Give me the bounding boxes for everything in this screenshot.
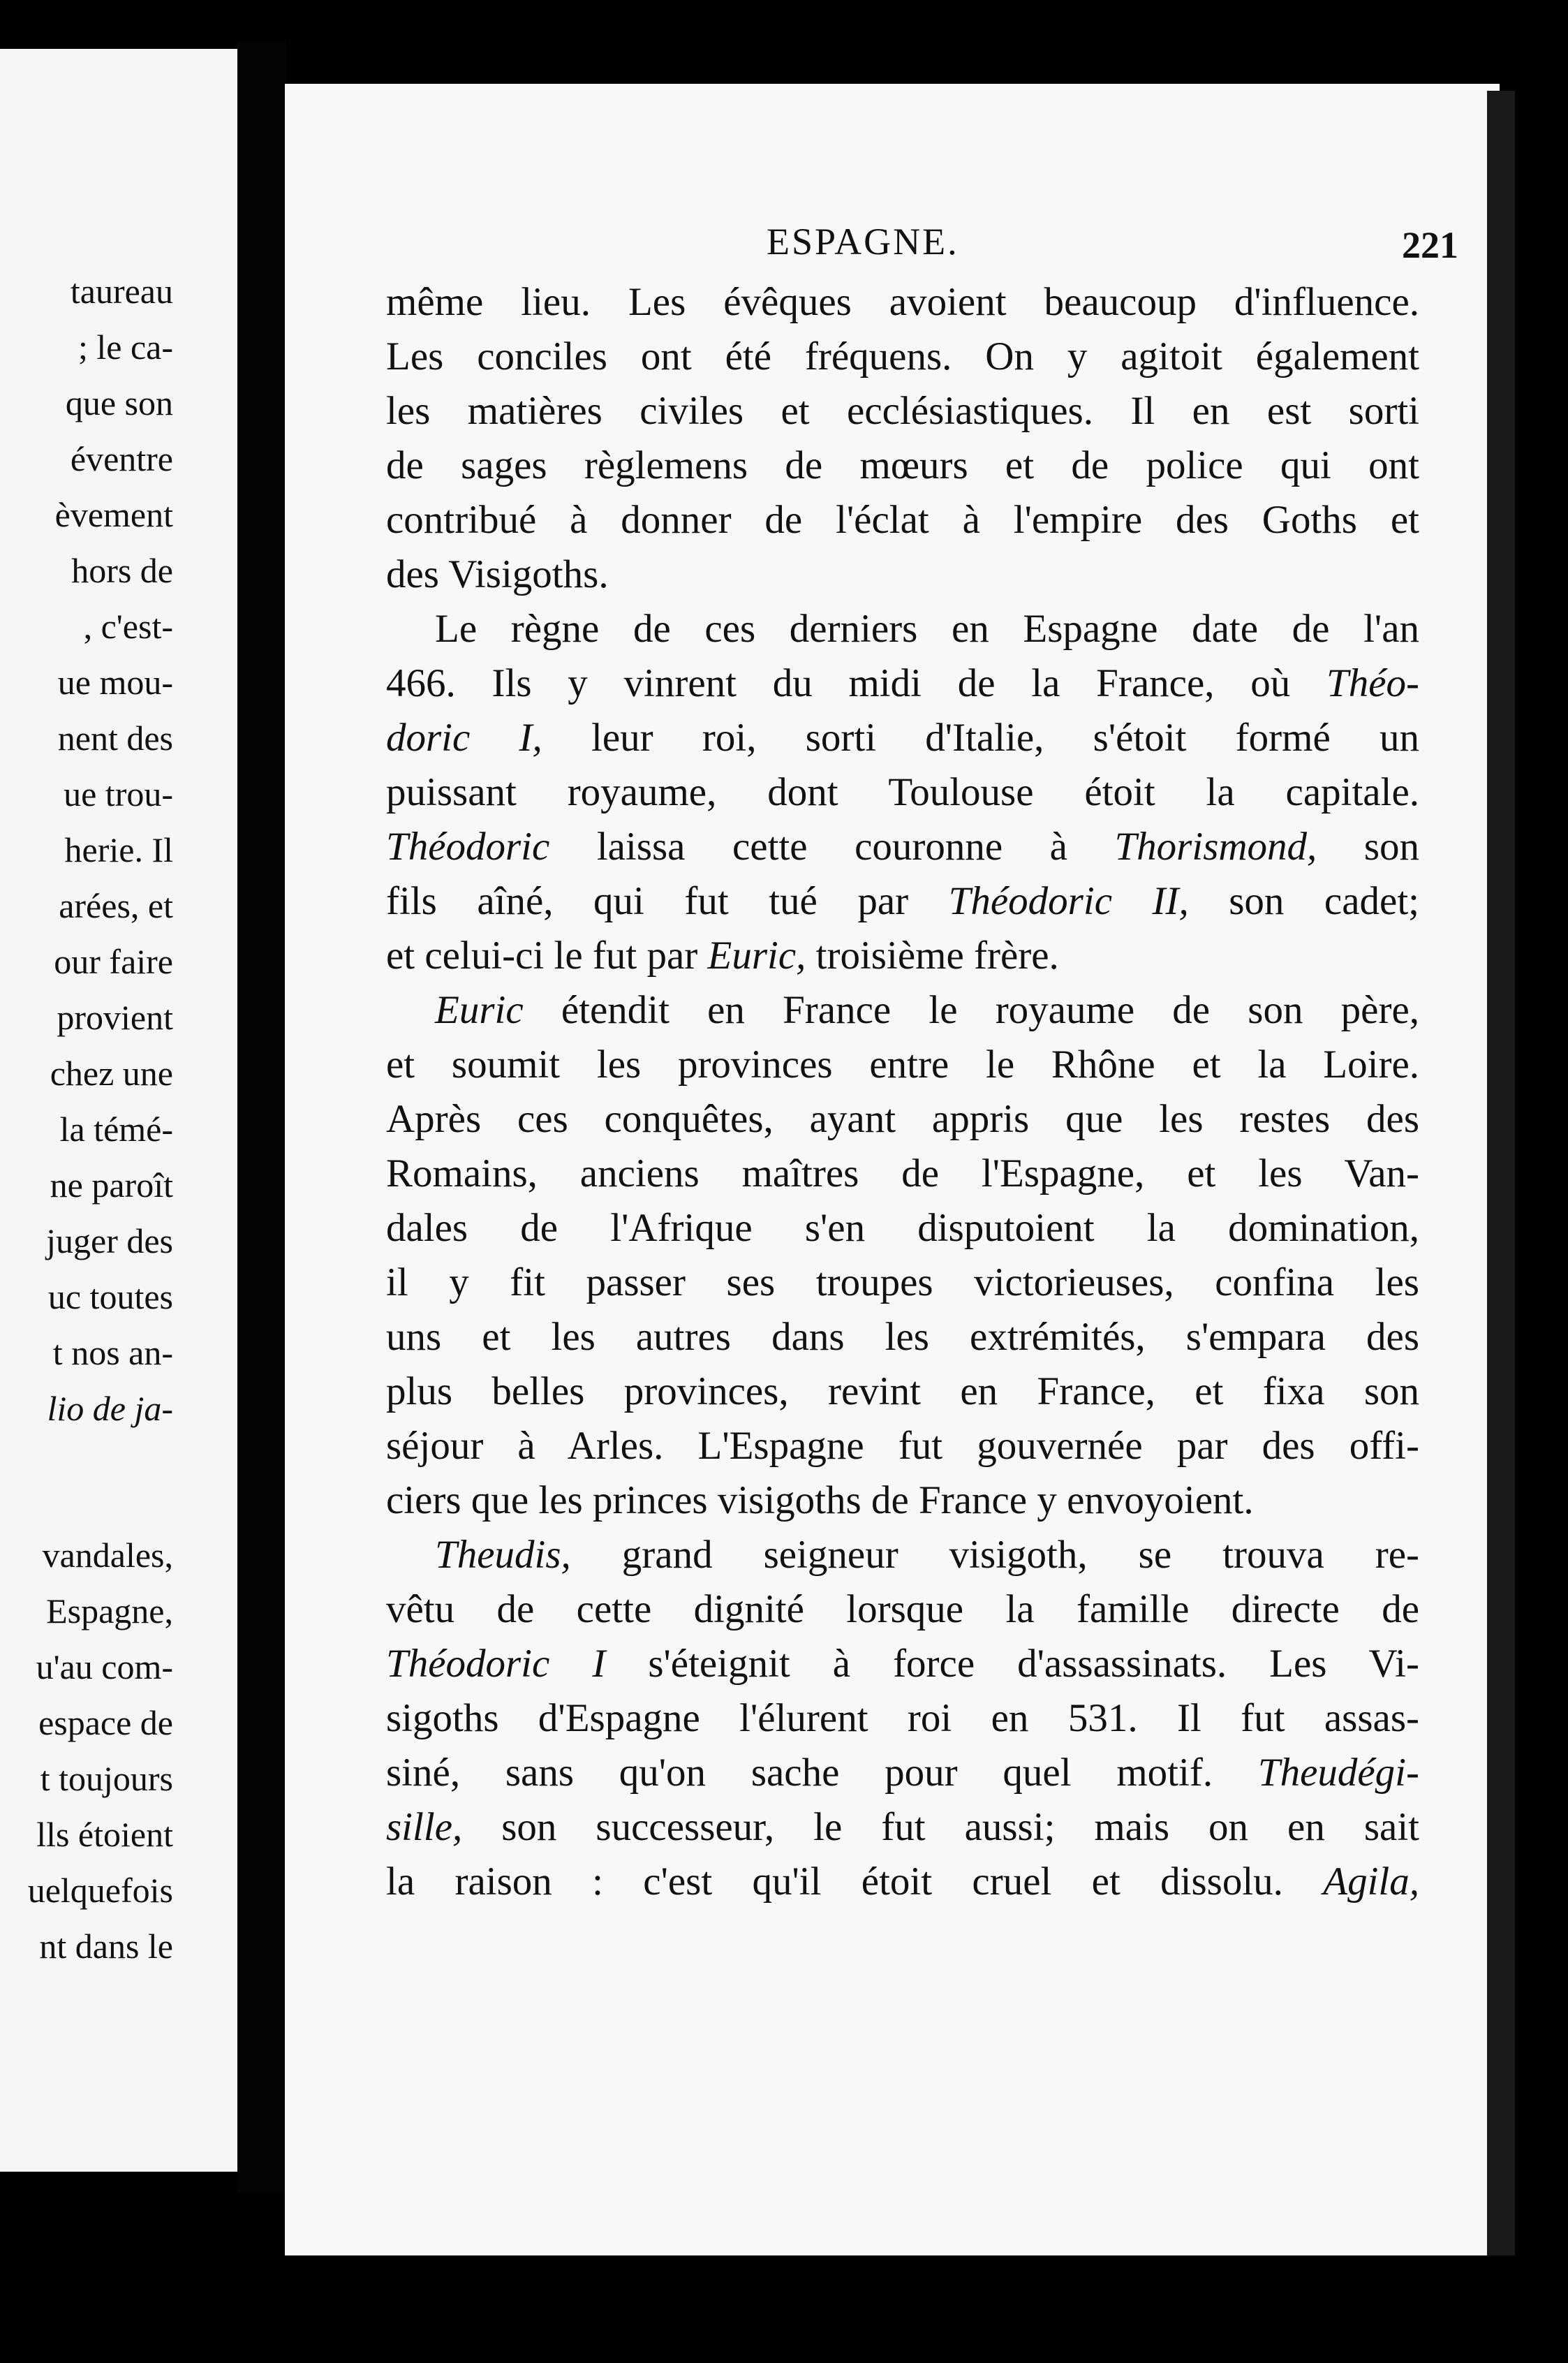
text-line	[386, 933, 1419, 987]
left-page-line: vandales,	[42, 1536, 173, 1575]
italic-name: Théo-	[1326, 661, 1420, 705]
left-page-line: , c'est-	[83, 607, 173, 646]
text-line: vêtu de cette dignité lorsque la famille directe de	[386, 1587, 1419, 1631]
text-segment: s'éteignit à force d'assassinats. Les Vi-	[648, 1642, 1419, 1686]
text-line: il y fit passer ses troupes victorieuses, confina les	[386, 1260, 1419, 1304]
left-page-line: provient	[57, 998, 173, 1037]
text-line	[386, 1641, 1419, 1695]
text-line: Après ces conquêtes, ayant appris que les restes des	[386, 1097, 1419, 1141]
text-segment: son cadet;	[1229, 879, 1419, 923]
text-line	[386, 1859, 1419, 1913]
italic-name: Théodoric	[386, 825, 550, 869]
text-segment: fils aîné, qui fut tué par	[386, 879, 909, 923]
left-page-line: herie. Il	[64, 830, 173, 869]
left-page-line: lio de ja-	[47, 1389, 173, 1428]
text-line: Le règne de ces derniers en Espagne date de l'an	[435, 607, 1419, 651]
text-line: de sages règlemens de mœurs et de police qui ont	[386, 443, 1419, 487]
page-edge	[1487, 91, 1515, 2255]
text-segment: leur roi, sorti d'Italie, s'étoit formé un	[591, 716, 1419, 760]
italic-name: Euric	[435, 988, 524, 1032]
text-segment: la raison : c'est qu'il étoit cruel et dissolu.	[386, 1860, 1283, 1904]
left-page-line: ue trou-	[64, 774, 173, 814]
left-page-line: our faire	[54, 942, 173, 981]
text-segment: étendit en France le royaume de son père,	[561, 988, 1419, 1032]
text-segment: 466. Ils y vinrent du midi de la France, où	[386, 661, 1291, 705]
text-line: dales de l'Afrique s'en disputoient la domination,	[386, 1206, 1419, 1250]
text-segment: et celui-ci le fut par	[386, 934, 698, 978]
text-line: des Visigoths.	[386, 552, 609, 596]
left-page-line: t nos an-	[52, 1333, 173, 1372]
left-page-line: la témé-	[59, 1110, 173, 1149]
right-page	[285, 84, 1500, 2255]
left-page-line: ue mou-	[57, 663, 173, 702]
text-segment: son successeur, le fut aussi; mais on en sait	[501, 1805, 1419, 1849]
text-line: ciers que les princes visigoths de France y envoyoient.	[386, 1478, 1254, 1522]
text-line: Les conciles ont été fréquens. On y agitoit également	[386, 334, 1419, 378]
text-segment: siné, sans qu'on sache pour quel motif.	[386, 1751, 1213, 1795]
text-line: contribué à donner de l'éclat à l'empire des Goths et	[386, 498, 1419, 542]
left-page-line: hors de	[71, 551, 173, 590]
left-page-line: t toujours	[40, 1759, 173, 1798]
text-line: et soumit les provinces entre le Rhône et la Loire.	[386, 1043, 1419, 1087]
italic-name: Euric,	[707, 934, 806, 978]
text-segment: troisième frère.	[815, 934, 1059, 978]
italic-name: doric I,	[386, 716, 542, 760]
scan-border	[0, 2255, 1568, 2363]
book-gutter	[237, 42, 286, 2193]
left-page-line: juger des	[46, 1221, 173, 1260]
text-line	[386, 824, 1419, 878]
italic-name: Théodoric II,	[948, 879, 1189, 923]
text-line	[386, 878, 1419, 933]
running-head: ESPAGNE.	[767, 221, 959, 263]
left-page-line: lls étoient	[36, 1815, 173, 1854]
left-page-line: éventre	[70, 439, 173, 478]
left-page-line: chez une	[50, 1054, 173, 1093]
text-segment: son	[1363, 825, 1420, 869]
left-page-line: ne paroît	[50, 1165, 173, 1205]
text-line: plus belles provinces, revint en France, et fixa son	[386, 1369, 1419, 1413]
text-line	[386, 987, 1419, 1042]
left-page-line: uc toutes	[47, 1277, 173, 1316]
text-line: séjour à Arles. L'Espagne fut gouvernée par des offi-	[386, 1424, 1419, 1468]
left-page-line: que son	[65, 383, 173, 422]
left-page-line: uelquefois	[27, 1871, 173, 1910]
text-line	[386, 1532, 1419, 1587]
left-page-line: ; le ca-	[77, 327, 173, 367]
italic-name: sille,	[386, 1805, 463, 1849]
left-page-line: arées, et	[59, 886, 173, 925]
italic-name: Theudis,	[435, 1533, 571, 1577]
left-page-line: u'au com-	[36, 1647, 173, 1686]
text-line	[386, 661, 1419, 715]
text-segment: grand seigneur visigoth, se trouva re-	[621, 1533, 1420, 1577]
italic-name: Theudégi-	[1257, 1751, 1419, 1795]
page-header	[285, 220, 1500, 276]
left-page-line: taureau	[70, 272, 173, 311]
text-line	[386, 1804, 1419, 1859]
italic-name: Théodoric I	[386, 1642, 606, 1686]
left-page-line: Espagne,	[46, 1591, 173, 1630]
left-page-line: espace de	[38, 1703, 173, 1742]
left-page	[0, 49, 237, 2172]
left-page-line: nent des	[57, 719, 173, 758]
page-number: 221	[1402, 224, 1458, 266]
text-line: même lieu. Les évêques avoient beaucoup d'influence.	[386, 280, 1419, 324]
text-line: les matières civiles et ecclésiastiques. Il en est sorti	[386, 389, 1419, 433]
left-page-line: èvement	[54, 495, 173, 534]
text-segment: laissa cette couronne à	[596, 825, 1067, 869]
text-line: uns et les autres dans les extrémités, s'empara des	[386, 1315, 1419, 1359]
left-page-line: nt dans le	[39, 1927, 173, 1966]
text-line	[386, 1750, 1419, 1804]
text-line: sigoths d'Espagne l'élurent roi en 531. Il fut assas-	[386, 1696, 1419, 1740]
italic-name: Agila,	[1323, 1860, 1420, 1904]
text-line: Romains, anciens maîtres de l'Espagne, et les Van-	[386, 1151, 1419, 1195]
text-line	[386, 715, 1419, 770]
italic-name: Thorismond,	[1114, 825, 1317, 869]
text-line: puissant royaume, dont Toulouse étoit la capitale.	[386, 770, 1419, 814]
